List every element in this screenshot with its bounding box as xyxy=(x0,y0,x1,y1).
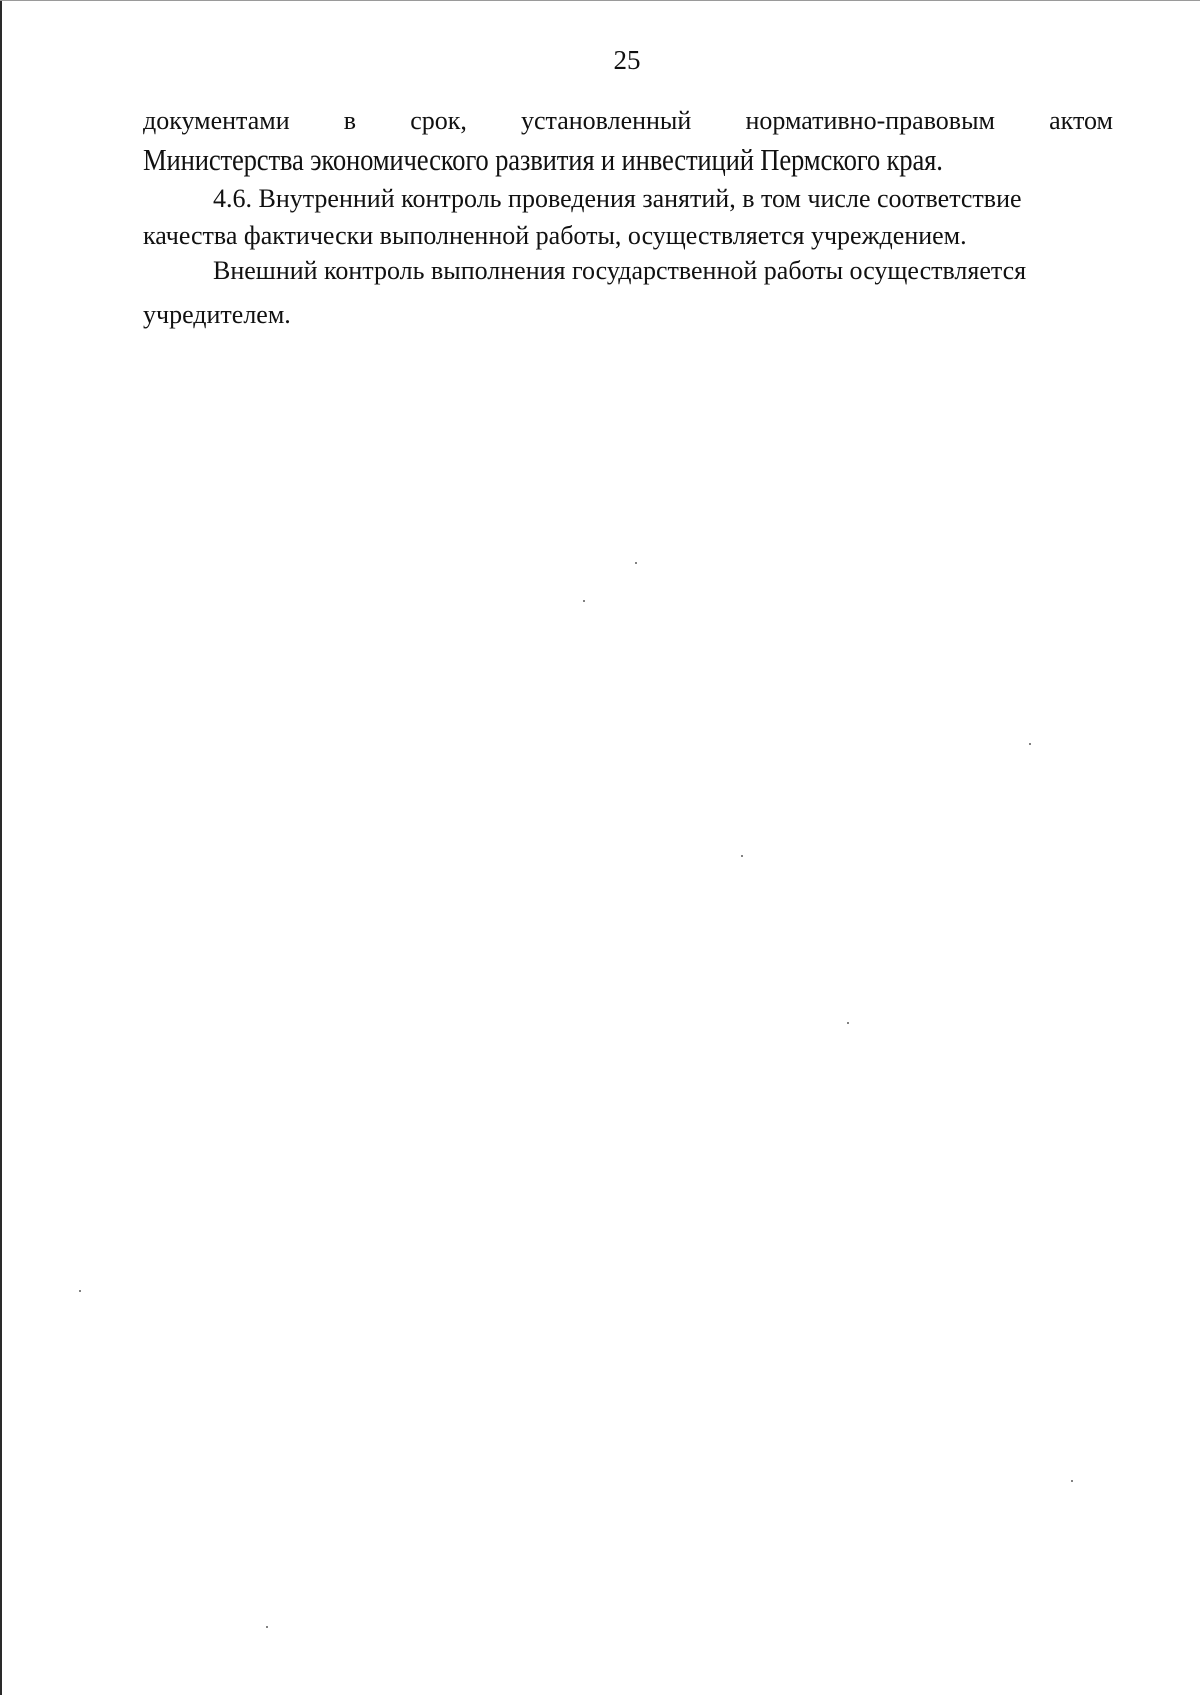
paragraph-1-line-1 xyxy=(143,104,1113,138)
scan-speck xyxy=(1029,743,1031,745)
scan-speck xyxy=(79,1290,81,1292)
scan-left-edge xyxy=(0,0,2,1695)
word: документами xyxy=(143,106,290,135)
word: срок, xyxy=(410,106,467,135)
paragraph-2-line-2: качества фактически выполненной работы, осуществляется учреждением. xyxy=(143,221,967,250)
word: актом xyxy=(1049,106,1113,135)
paragraph-3-line-2: учредителем. xyxy=(143,300,291,329)
paragraph-1-line-2: Министерства экономического развития и инвестиций Пермского края. xyxy=(143,142,943,177)
scan-speck xyxy=(847,1022,849,1024)
word: нормативно-правовым xyxy=(745,106,995,135)
word: в xyxy=(343,106,357,135)
scan-speck xyxy=(1071,1480,1073,1482)
page-number: 25 xyxy=(613,45,641,75)
scan-speck xyxy=(583,600,585,602)
paragraph-3-line-1: Внешний контроль выполнения государственной работы осуществляется xyxy=(213,256,1027,285)
scan-top-edge xyxy=(0,0,1200,1)
scan-speck xyxy=(266,1626,268,1628)
paragraph-2-line-1: 4.6. Внутренний контроль проведения занятий, в том числе соответствие xyxy=(213,184,1022,213)
scan-speck xyxy=(635,562,637,564)
scan-speck xyxy=(741,855,743,857)
word: установленный xyxy=(520,106,692,135)
